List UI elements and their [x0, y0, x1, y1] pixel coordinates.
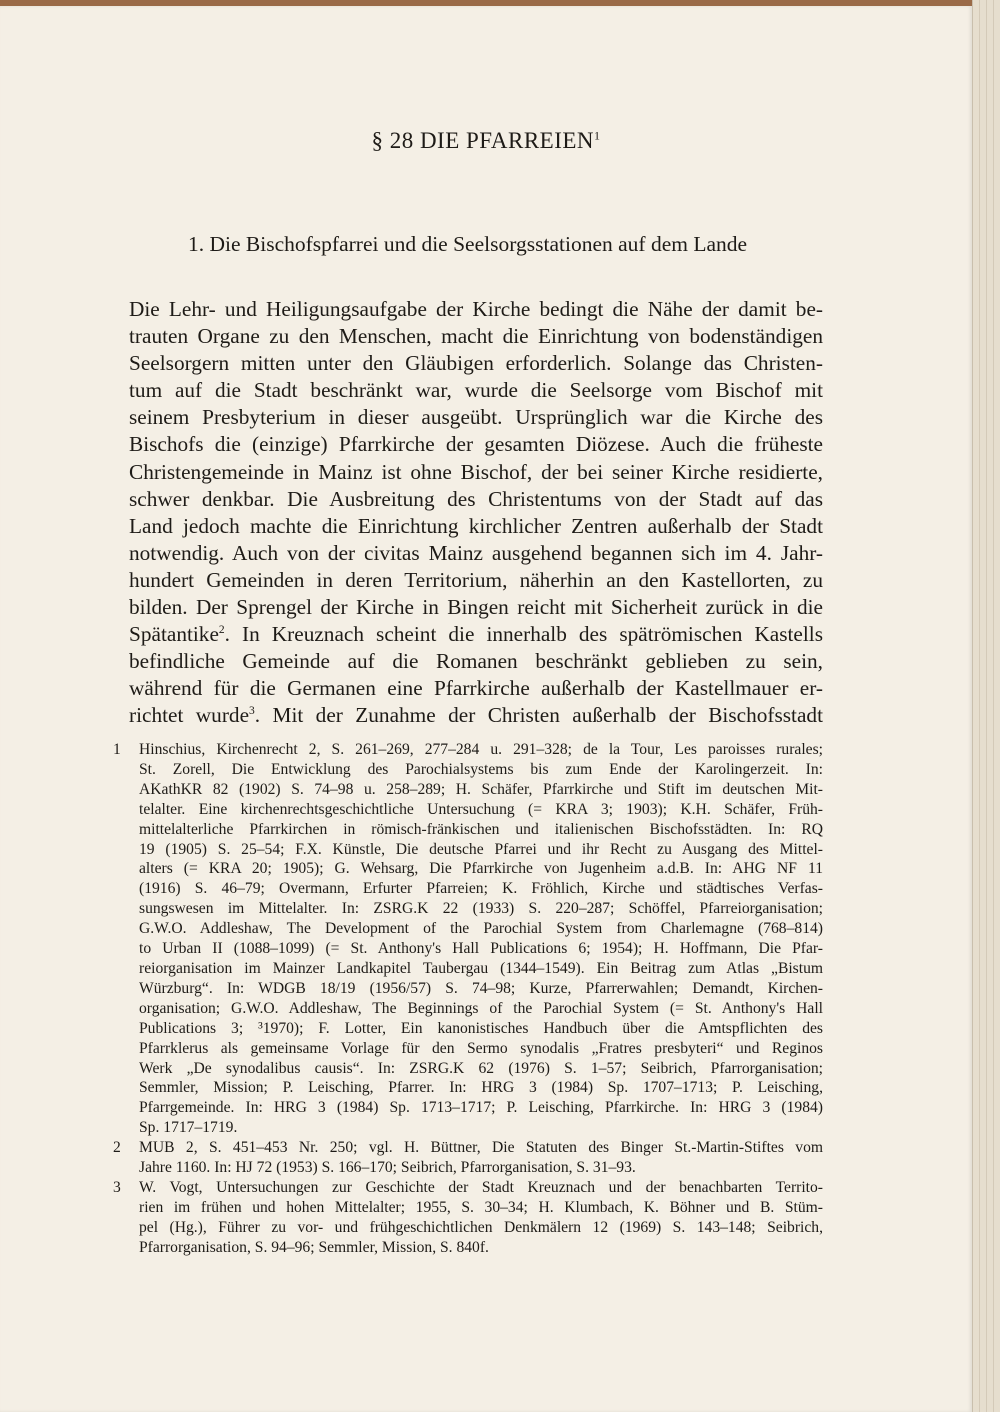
body-line: Die Lehr- und Heiligungsaufgabe der Kirche bedingt die Nähe der damit be-: [129, 297, 823, 321]
body-line: seinem Presbyterium in dieser ausgeübt. Ursprünglich war die Kirche des: [129, 405, 823, 430]
body-line-part: . Mit der Zunahme der Christen außerhalb der Bischofsstadt: [254, 703, 823, 728]
footnotes: [113, 740, 823, 1258]
body-line: während für die Germanen eine Pfarrkirche außerhalb der Kastellmauer er-: [129, 676, 823, 701]
body-text: [129, 296, 823, 730]
section-subtitle: 1. Die Bischofspfarrei und die Seelsorgsstationen auf dem Lande: [188, 232, 748, 256]
footnote-line: sungswesen im Mittelalter. In: ZSRG.K 22 (1933) S. 220–287; Schöffel, Pfarreiorganisation;: [139, 900, 823, 918]
footnote-line: telalter. Eine kirchenrechtsgeschichtliche Untersuchung (= KRA 3; 1903); K.H. Schäfer, Früh-: [139, 800, 823, 818]
body-line-part: richtet wurde: [129, 703, 250, 728]
footnote-line: Pfarrklerus als gemeinsame Vorlage für den Sermo synodalis „Fratres presbyteri“ und Reginos: [139, 1039, 823, 1057]
footnote-ref-2: 2: [218, 624, 225, 637]
footnote-2: [113, 1138, 823, 1178]
page-edge-line: [986, 0, 987, 1412]
body-line: Land jedoch machte die Einrichtung kirchlicher Zentren außerhalb der Stadt: [129, 513, 823, 538]
body-line-part: . In Kreuznach scheint die innerhalb des spätrömischen Kastells: [224, 622, 823, 647]
body-line: Seelsorgern mitten unter den Gläubigen erforderlich. Solange das Christen-: [129, 351, 823, 376]
footnote-number: 3: [113, 1178, 121, 1196]
body-line: befindliche Gemeinde auf die Romanen beschränkt geblieben zu sein,: [129, 649, 823, 674]
footnote-line: organisation; G.W.O. Addleshaw, The Beginnings of the Parochial System (= St. Anthony's Hall: [139, 999, 823, 1017]
footnote-line: Jahre 1160. In: HJ 72 (1953) S. 166–170; Seibrich, Pfarrorganisation, S. 31–93.: [139, 1159, 636, 1177]
footnote-line: AKathKR 82 (1902) S. 74–98 u. 258–289; H. Schäfer, Pfarrkirche und Stift im deutschen Mit-: [139, 780, 823, 798]
footnote-number: 1: [113, 741, 121, 758]
section-title-footnote-mark: 1: [594, 128, 601, 143]
footnote-line: Hinschius, Kirchenrecht 2, S. 261–269, 277–284 u. 291–328; de la Tour, Les paroisses rurales;: [139, 741, 823, 758]
section-title: [0, 128, 972, 154]
page-edge-stack: [972, 0, 1000, 1412]
body-line: notwendig. Auch von der civitas Mainz ausgehend begannen sich im 4. Jahr-: [129, 540, 823, 565]
body-line: trauten Organe zu den Menschen, macht die Einrichtung von bodenständigen: [129, 324, 823, 349]
footnote-line: Sp. 1717–1719.: [139, 1119, 238, 1137]
body-line: schwer denkbar. Die Ausbreitung des Christentums von der Stadt auf das: [129, 486, 823, 511]
footnote-line: to Urban II (1088–1099) (= St. Anthony's Hall Publications 6; 1954); H. Hoffmann, Die Pfar-: [139, 940, 823, 958]
footnote-ref-3: 3: [249, 705, 255, 718]
page-edge-line: [979, 0, 980, 1412]
footnote-line: Publications 3; ³1970); F. Lotter, Ein kanonistisches Handbuch über die Amtspflichten des: [139, 1019, 823, 1037]
footnote-line: alters (= KRA 20; 1905); G. Wehsarg, Die Pfarrkirche von Jugenheim a.d.B. In: AHG NF 11: [139, 860, 823, 878]
footnote-3: [113, 1178, 823, 1258]
footnote-number: 2: [113, 1139, 121, 1157]
body-line: Christengemeinde in Mainz ist ohne Bischof, der bei seiner Kirche residierte,: [129, 459, 823, 484]
body-line: [129, 702, 823, 729]
body-line: Bischofs die (einzige) Pfarrkirche der gesamten Diözese. Auch die früheste: [129, 432, 823, 457]
footnote-line: Semmler, Mission; P. Leisching, Pfarrer. In: HRG 3 (1984) Sp. 1707–1713; P. Leisching,: [139, 1079, 823, 1097]
footnote-1: [113, 740, 823, 1138]
footnote-line: Werk „De synodalibus causis“. In: ZSRG.K 62 (1976) S. 1–57; Seibrich, Pfarrorganisation;: [139, 1059, 823, 1077]
footnote-line: mittelalterliche Pfarrkirchen in römisch-fränkischen und italienischen Bischofsstädten. In: RQ: [139, 820, 823, 838]
body-line: bilden. Der Sprengel der Kirche in Bingen reicht mit Sicherheit zurück in die: [129, 595, 823, 620]
footnote-line: W. Vogt, Untersuchungen zur Geschichte der Stadt Kreuznach und der benachbarten Territo-: [139, 1178, 823, 1196]
body-line: hundert Gemeinden in deren Territorium, näherhin an den Kastellorten, zu: [129, 567, 823, 592]
footnote-line: rien im frühen und hohen Mittelalter; 1955, S. 30–34; H. Klumbach, K. Böhner und B. Stüm-: [139, 1198, 823, 1216]
section-title-text: § 28 DIE PFARREIEN: [371, 128, 595, 153]
footnote-line: Würzburg“. In: WDGB 18/19 (1956/57) S. 74–98; Kurze, Pfarrerwahlen; Demandt, Kirchen-: [139, 979, 823, 997]
footnote-line: Pfarrorganisation, S. 94–96; Semmler, Mission, S. 840f.: [139, 1238, 489, 1256]
footnote-line: (1916) S. 46–79; Overmann, Erfurter Pfarreien; K. Fröhlich, Kirche und städtisches Verfas-: [139, 880, 823, 898]
footnote-line: reiorganisation im Mainzer Landkapitel Taubergau (1344–1549). Ein Beitrag zum Atlas „Bistum: [139, 959, 823, 977]
footnote-line: St. Zorell, Die Entwicklung des Parochialsystems bis zum Ende der Karolingerzeit. In:: [139, 760, 823, 778]
body-line: [129, 621, 823, 648]
footnote-line: Pfarrgemeinde. In: HRG 3 (1984) Sp. 1713–1717; P. Leisching, Pfarrkirche. In: HRG 3 (1984): [139, 1099, 823, 1117]
footnote-line: pel (Hg.), Führer zu vor- und frühgeschichtlichen Denkmälern 12 (1969) S. 143–148; Seibrich,: [139, 1218, 823, 1236]
body-line-part: Spätantike: [129, 622, 219, 647]
body-line: tum auf die Stadt beschränkt war, wurde die Seelsorge vom Bischof mit: [129, 378, 823, 403]
footnote-line: MUB 2, S. 451–453 Nr. 250; vgl. H. Büttner, Die Statuten des Binger St.-Martin-Stiftes vom: [139, 1139, 823, 1157]
footnote-line: G.W.O. Addleshaw, The Development of the Parochial System from Charlemagne (768–814): [139, 920, 823, 938]
page-edge-line: [993, 0, 994, 1412]
footnote-line: 19 (1905) S. 25–54; F.X. Künstle, Die deutsche Pfarrei und ihr Recht zu Ausgang des Mittel-: [139, 840, 823, 858]
